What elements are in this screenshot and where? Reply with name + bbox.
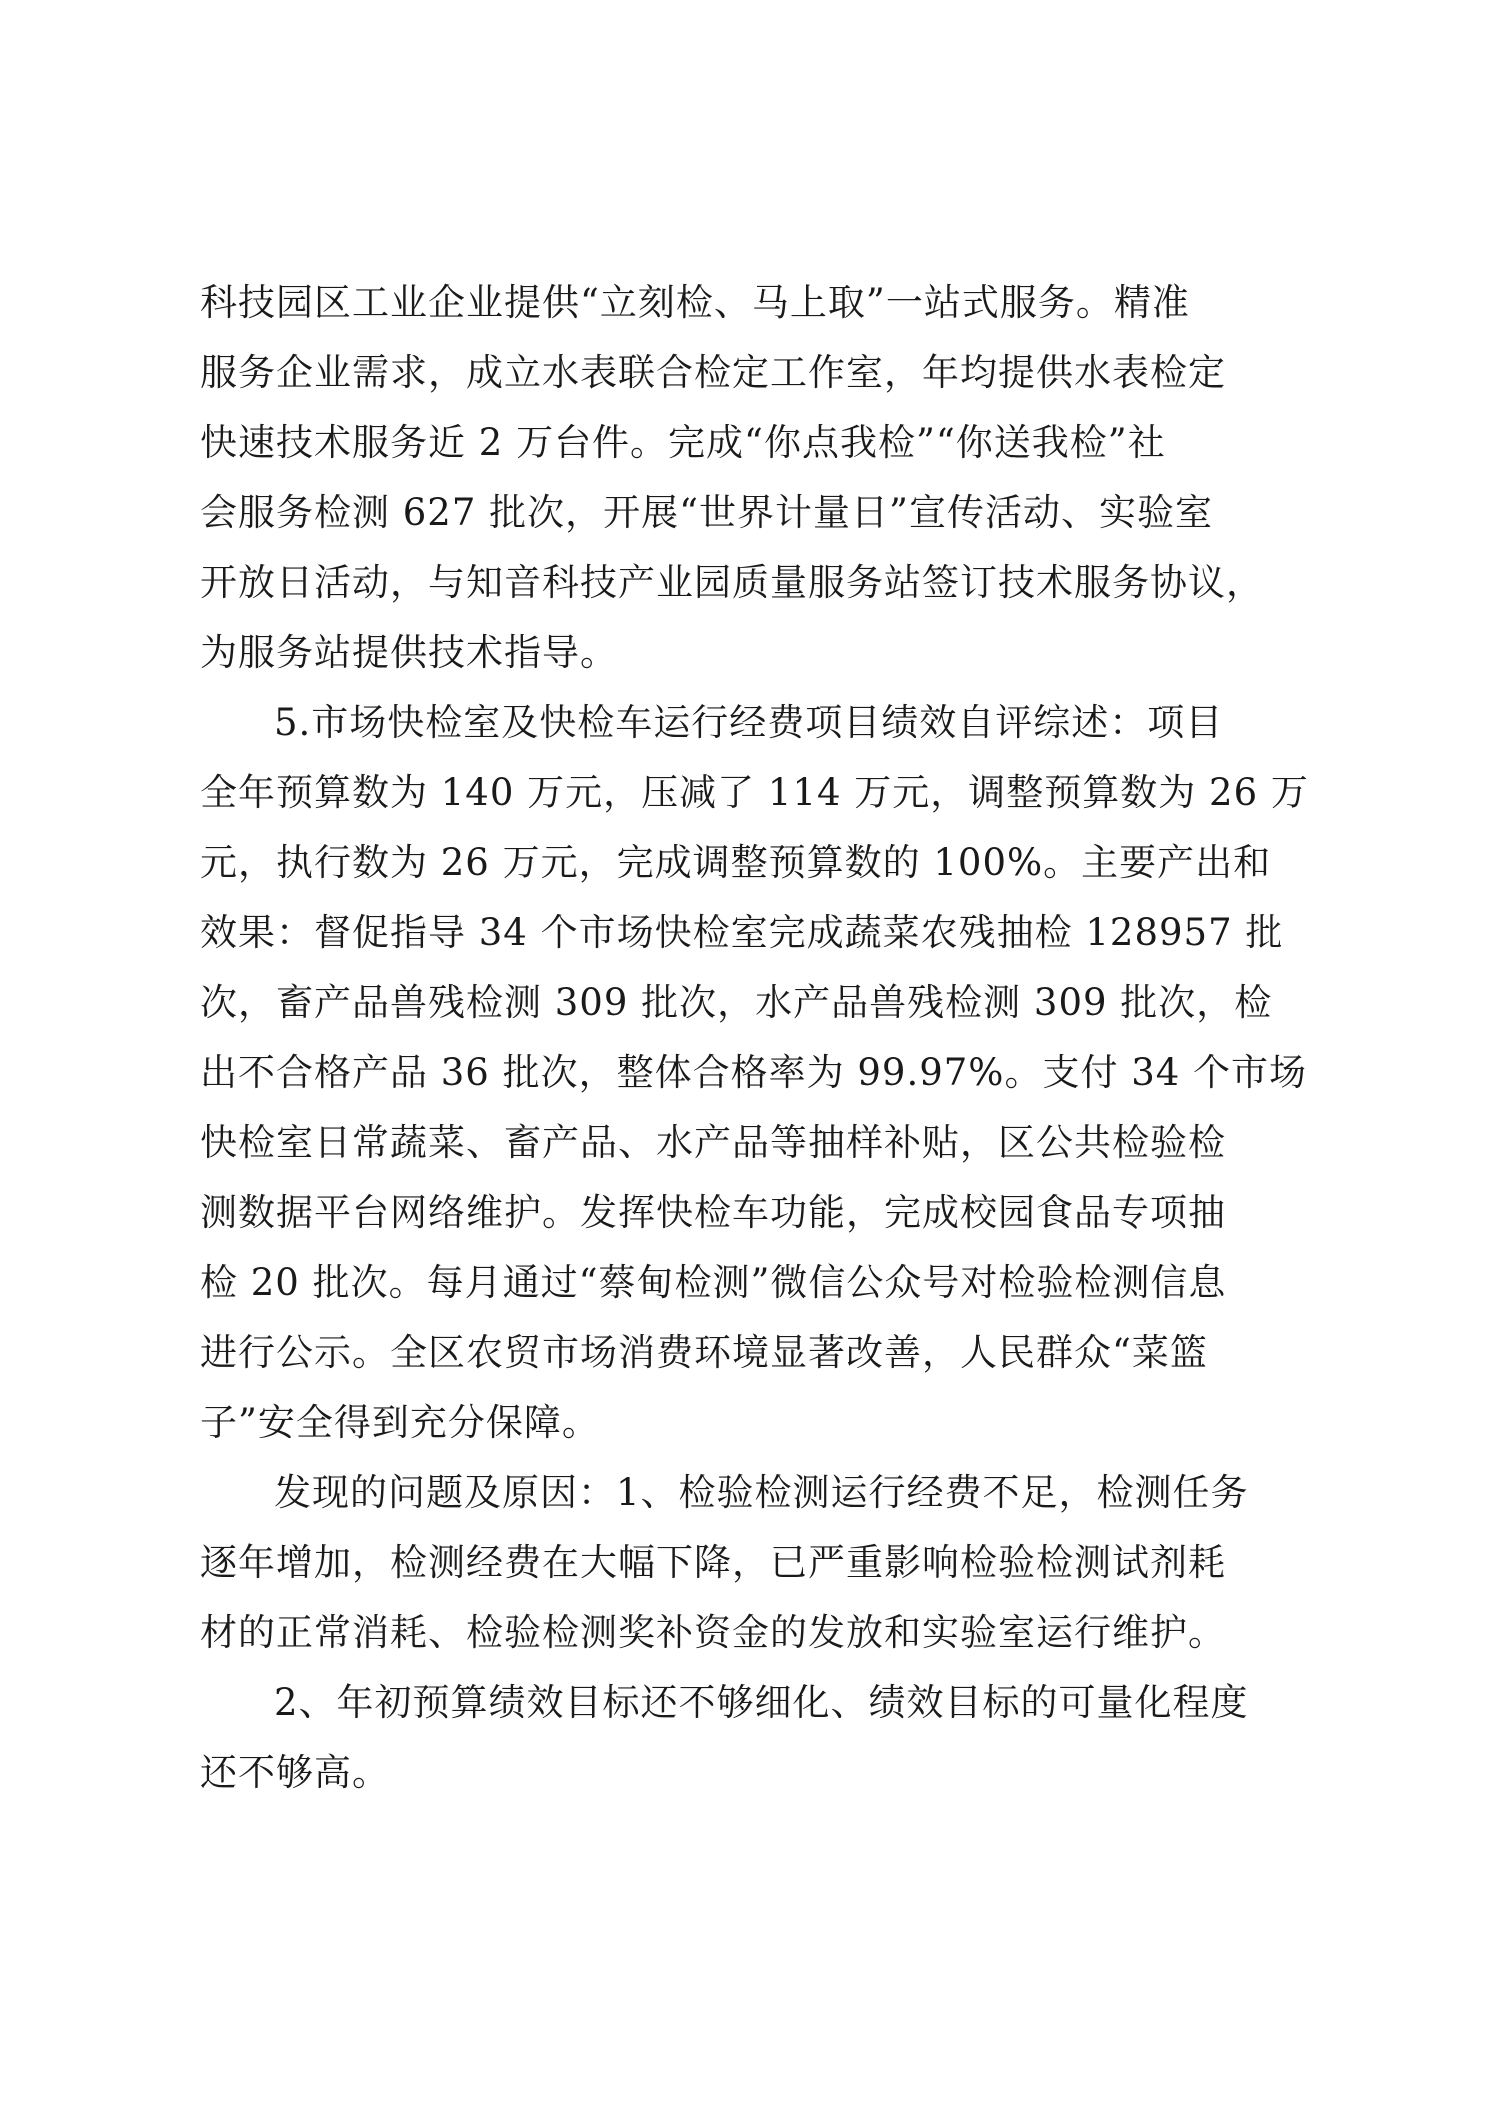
paragraph-line: 进行公示。全区农贸市场消费环境显著改善，人民群众“菜篮: [200, 1331, 1208, 1374]
paragraph-line: 逐年增加，检测经费在大幅下降，已严重影响检验检测试剂耗: [200, 1541, 1226, 1584]
paragraph-line: 发现的问题及原因：1、检验检测运行经费不足，检测任务: [274, 1471, 1249, 1514]
paragraph-line: 出不合格产品 36 批次，整体合格率为 99.97%。支付 34 个市场: [200, 1051, 1308, 1094]
paragraph-line: 子”安全得到充分保障。: [200, 1401, 600, 1444]
paragraph-line: 5.市场快检室及快检车运行经费项目绩效自评综述：项目: [274, 701, 1224, 744]
paragraph-line: 效果：督促指导 34 个市场快检室完成蔬菜农残抽检 128957 批: [200, 911, 1284, 954]
paragraph-line: 2、年初预算绩效目标还不够细化、绩效目标的可量化程度: [274, 1681, 1249, 1724]
paragraph-line: 开放日活动，与知音科技产业园质量服务站签订技术服务协议，: [200, 561, 1264, 604]
paragraph-line: 快检室日常蔬菜、畜产品、水产品等抽样补贴，区公共检验检: [200, 1121, 1226, 1164]
paragraph-line: 材的正常消耗、检验检测奖补资金的发放和实验室运行维护。: [200, 1611, 1226, 1654]
paragraph-line: 检 20 批次。每月通过“蔡甸检测”微信公众号对检验检测信息: [200, 1261, 1227, 1304]
paragraph-line: 全年预算数为 140 万元，压减了 114 万元，调整预算数为 26 万: [200, 771, 1309, 814]
paragraph-line: 测数据平台网络维护。发挥快检车功能，完成校园食品专项抽: [200, 1191, 1226, 1234]
paragraph-line: 还不够高。: [200, 1751, 390, 1794]
paragraph-line: 科技园区工业企业提供“立刻检、马上取”一站式服务。精准: [200, 281, 1190, 324]
document-body: [200, 268, 1309, 1808]
paragraph-line: 会服务检测 627 批次，开展“世界计量日”宣传活动、实验室: [200, 491, 1213, 534]
paragraph-line: 服务企业需求，成立水表联合检定工作室，年均提供水表检定: [200, 351, 1226, 394]
paragraph-line: 快速技术服务近 2 万台件。完成“你点我检”“你送我检”社: [200, 421, 1166, 464]
paragraph-line: 为服务站提供技术指导。: [200, 631, 618, 674]
paragraph-line: 次，畜产品兽残检测 309 批次，水产品兽残检测 309 批次，检: [200, 981, 1273, 1024]
paragraph-line: 元，执行数为 26 万元，完成调整预算数的 100%。主要产出和: [200, 841, 1272, 884]
